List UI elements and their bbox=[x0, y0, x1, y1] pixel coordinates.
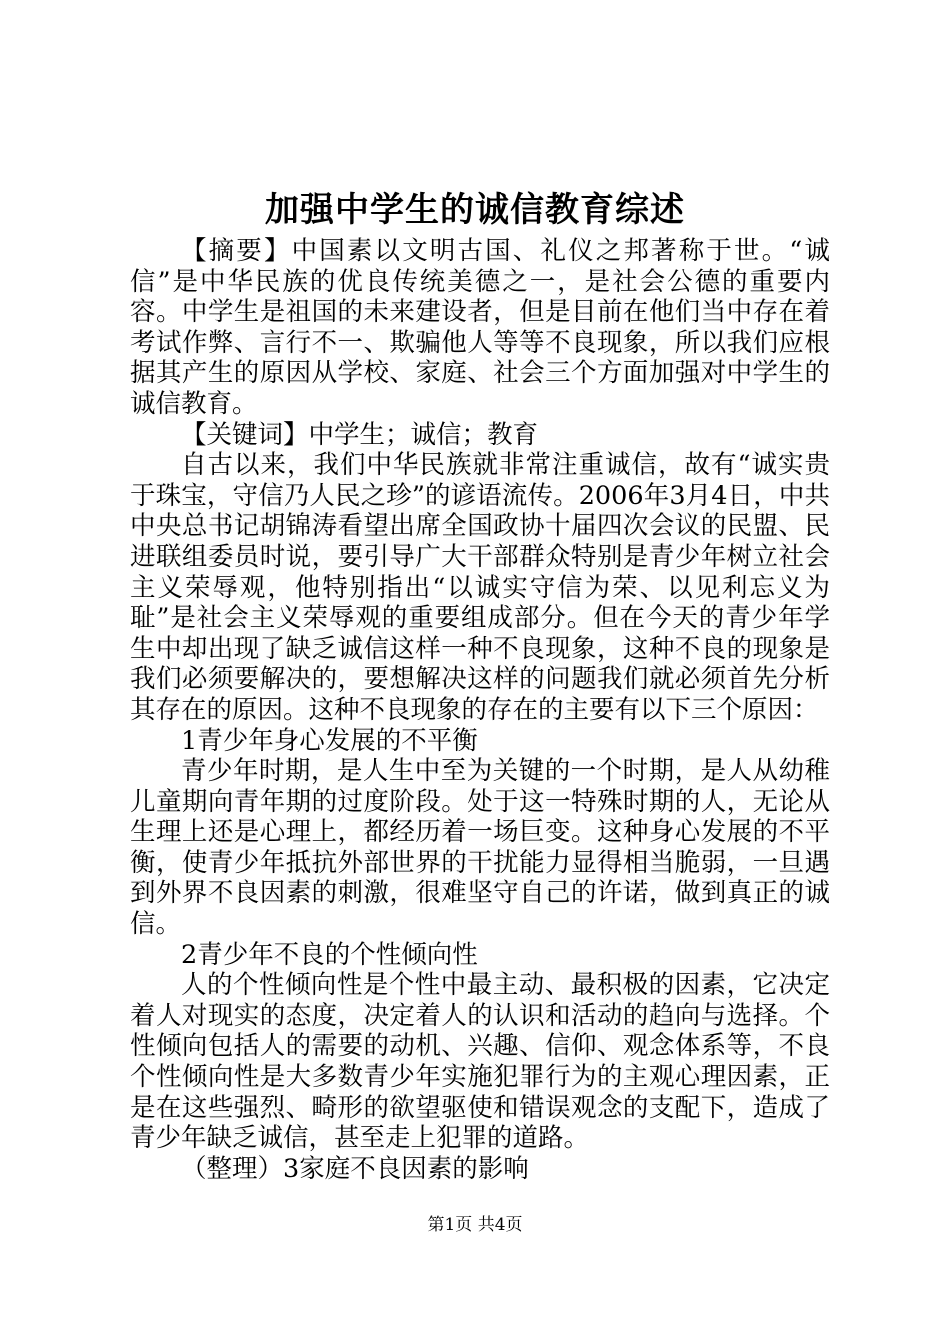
abstract-paragraph: 【摘要】中国素以文明古国、礼仪之邦著称于世。“诚信”是中华民族的优良传统美德之一，是社会公德的重要内容。中学生是祖国的未来建设者，但是目前在他们当中存在着考试作弊、言行不一、欺骗他人等等不良现象，所以我们应根据其产生的原因从学校、家庭、社会三个方面加强对中学生的诚信教育。 bbox=[130, 236, 830, 419]
section-heading-2: 2青少年不良的个性倾向性 bbox=[181, 939, 478, 970]
section-heading-3: （整理）3家庭不良因素的影响 bbox=[181, 1153, 529, 1184]
document-body bbox=[130, 236, 830, 1184]
section-paragraph-1: 青少年时期，是人生中至为关键的一个时期，是人从幼稚儿童期向青年期的过度阶段。处于这一特殊时期的人，无论从生理上还是心理上，都经历着一场巨变。这种身心发展的不平衡，使青少年抵抗外部世界的干扰能力显得相当脆弱，一旦遇到外界不良因素的刺激，很难坚守自己的许诺，做到真正的诚信。 bbox=[130, 756, 830, 940]
document-title: 加强中学生的诚信教育综述 bbox=[265, 190, 685, 230]
intro-paragraph: 自古以来，我们中华民族就非常注重诚信，故有“诚实贵于珠宝，守信乃人民之珍”的谚语流传。2006年3月4日，中共中央总书记胡锦涛看望出席全国政协十届四次会议的民盟、民进联组委员时说，要引导广大干部群众特别是青少年树立社会主义荣辱观，他特别指出“以诚实守信为荣、以见利忘义为耻”是社会主义荣辱观的重要组成部分。但在今天的青少年学生中却出现了缺乏诚信这样一种不良现象，这种不良的现象是我们必须要解决的，要想解决这样的问题我们就必须首先分析其存在的原因。这种不良现象的存在的主要有以下三个原因： bbox=[130, 450, 830, 725]
section-paragraph-2: 人的个性倾向性是个性中最主动、最积极的因素，它决定着人对现实的态度，决定着人的认识和活动的趋向与选择。个性倾向包括人的需要的动机、兴趣、信仰、观念体系等，不良个性倾向性是大多数青少年实施犯罪行为的主观心理因素，正是在这些强烈、畸形的欲望驱使和错误观念的支配下，造成了青少年缺乏诚信，甚至走上犯罪的道路。 bbox=[130, 970, 830, 1154]
keywords-paragraph: 【关键词】中学生；诚信；教育 bbox=[181, 419, 539, 450]
page-footer: 第1页 共4页 bbox=[427, 1215, 523, 1235]
section-heading-1: 1青少年身心发展的不平衡 bbox=[181, 725, 478, 756]
